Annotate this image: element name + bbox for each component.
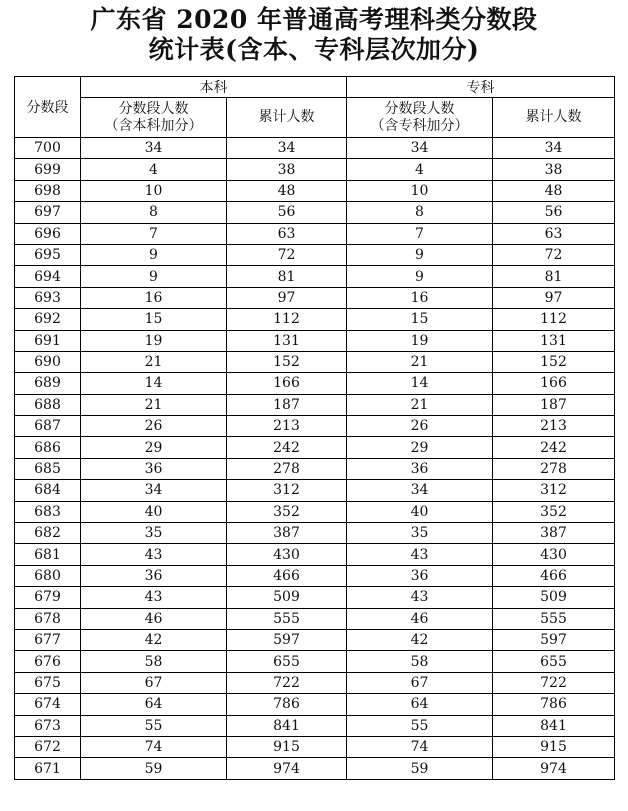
table-body: [15, 138, 615, 780]
cell-score: 696: [15, 223, 81, 244]
cell-junior-college-count: 16: [347, 287, 493, 308]
cell-junior-college-count: 14: [347, 373, 493, 394]
table-row: [15, 159, 615, 180]
cell-undergraduate-cumulative: 555: [227, 608, 347, 629]
header-group-junior-college: 专科: [347, 77, 615, 98]
cell-score: 692: [15, 309, 81, 330]
cell-junior-college-cumulative: 72: [493, 244, 615, 265]
cell-undergraduate-count: 59: [81, 758, 227, 779]
cell-score: 685: [15, 458, 81, 479]
table-row: [15, 394, 615, 415]
table-row: [15, 523, 615, 544]
table-row: [15, 651, 615, 672]
cell-junior-college-cumulative: 38: [493, 159, 615, 180]
cell-undergraduate-cumulative: 63: [227, 223, 347, 244]
table-row: [15, 501, 615, 522]
cell-undergraduate-cumulative: 131: [227, 330, 347, 351]
cell-undergraduate-cumulative: 509: [227, 587, 347, 608]
cell-junior-college-count: 43: [347, 587, 493, 608]
table-row: [15, 437, 615, 458]
cell-score: 674: [15, 694, 81, 715]
cell-junior-college-cumulative: 34: [493, 138, 615, 159]
cell-junior-college-count: 43: [347, 544, 493, 565]
cell-undergraduate-cumulative: 312: [227, 480, 347, 501]
cell-junior-college-count: 21: [347, 351, 493, 372]
cell-undergraduate-cumulative: 48: [227, 180, 347, 201]
cell-undergraduate-count: 10: [81, 180, 227, 201]
cell-undergraduate-cumulative: 278: [227, 458, 347, 479]
cell-score: 688: [15, 394, 81, 415]
cell-junior-college-cumulative: 81: [493, 266, 615, 287]
cell-junior-college-count: 36: [347, 565, 493, 586]
table-row: [15, 287, 615, 308]
cell-junior-college-cumulative: 63: [493, 223, 615, 244]
cell-undergraduate-count: 36: [81, 458, 227, 479]
document-title-line2: 统计表(含本、专科层次加分): [148, 35, 480, 64]
cell-score: 679: [15, 587, 81, 608]
cell-score: 677: [15, 629, 81, 650]
cell-undergraduate-count: 4: [81, 159, 227, 180]
table-row: [15, 587, 615, 608]
cell-junior-college-count: 35: [347, 523, 493, 544]
cell-junior-college-cumulative: 278: [493, 458, 615, 479]
cell-junior-college-cumulative: 213: [493, 416, 615, 437]
table-row: [15, 480, 615, 501]
table-row: [15, 373, 615, 394]
cell-score: 678: [15, 608, 81, 629]
cell-junior-college-cumulative: 841: [493, 715, 615, 736]
cell-undergraduate-cumulative: 112: [227, 309, 347, 330]
cell-undergraduate-count: 9: [81, 266, 227, 287]
cell-undergraduate-count: 19: [81, 330, 227, 351]
cell-undergraduate-cumulative: 722: [227, 672, 347, 693]
cell-junior-college-cumulative: 915: [493, 736, 615, 757]
cell-junior-college-count: 15: [347, 309, 493, 330]
table-row: [15, 672, 615, 693]
cell-undergraduate-cumulative: 352: [227, 501, 347, 522]
cell-undergraduate-cumulative: 81: [227, 266, 347, 287]
score-distribution-table: [14, 76, 615, 780]
table-row: [15, 715, 615, 736]
cell-score: 684: [15, 480, 81, 501]
cell-score: 697: [15, 202, 81, 223]
cell-junior-college-count: 21: [347, 394, 493, 415]
cell-undergraduate-count: 64: [81, 694, 227, 715]
cell-undergraduate-cumulative: 213: [227, 416, 347, 437]
cell-junior-college-cumulative: 655: [493, 651, 615, 672]
cell-undergraduate-cumulative: 786: [227, 694, 347, 715]
cell-undergraduate-cumulative: 38: [227, 159, 347, 180]
cell-undergraduate-count: 40: [81, 501, 227, 522]
cell-undergraduate-count: 58: [81, 651, 227, 672]
table-header: [15, 77, 615, 138]
cell-junior-college-count: 19: [347, 330, 493, 351]
cell-undergraduate-count: 14: [81, 373, 227, 394]
cell-junior-college-count: 42: [347, 629, 493, 650]
table-row: [15, 180, 615, 201]
table-row: [15, 309, 615, 330]
cell-junior-college-cumulative: 187: [493, 394, 615, 415]
cell-junior-college-count: 9: [347, 244, 493, 265]
header-undergraduate-count-line2: （含本科加分）: [104, 117, 203, 134]
cell-junior-college-count: 8: [347, 202, 493, 223]
cell-junior-college-cumulative: 152: [493, 351, 615, 372]
cell-score: 698: [15, 180, 81, 201]
cell-junior-college-cumulative: 242: [493, 437, 615, 458]
cell-junior-college-count: 26: [347, 416, 493, 437]
cell-score: 673: [15, 715, 81, 736]
table-row: [15, 223, 615, 244]
cell-junior-college-count: 55: [347, 715, 493, 736]
cell-score: 675: [15, 672, 81, 693]
cell-junior-college-cumulative: 786: [493, 694, 615, 715]
cell-undergraduate-cumulative: 152: [227, 351, 347, 372]
cell-junior-college-count: 58: [347, 651, 493, 672]
cell-score: 683: [15, 501, 81, 522]
cell-junior-college-count: 34: [347, 480, 493, 501]
cell-junior-college-cumulative: 97: [493, 287, 615, 308]
cell-undergraduate-count: 29: [81, 437, 227, 458]
cell-undergraduate-count: 74: [81, 736, 227, 757]
cell-junior-college-cumulative: 166: [493, 373, 615, 394]
cell-junior-college-count: 9: [347, 266, 493, 287]
cell-junior-college-count: 40: [347, 501, 493, 522]
cell-score: 691: [15, 330, 81, 351]
header-junior-college-cumulative: 累计人数: [493, 98, 615, 138]
cell-junior-college-cumulative: 509: [493, 587, 615, 608]
cell-undergraduate-count: 46: [81, 608, 227, 629]
cell-junior-college-count: 46: [347, 608, 493, 629]
cell-junior-college-cumulative: 974: [493, 758, 615, 779]
cell-junior-college-cumulative: 352: [493, 501, 615, 522]
table-row: [15, 138, 615, 159]
table-row: [15, 202, 615, 223]
cell-undergraduate-cumulative: 655: [227, 651, 347, 672]
cell-score: 693: [15, 287, 81, 308]
cell-score: 690: [15, 351, 81, 372]
cell-undergraduate-cumulative: 430: [227, 544, 347, 565]
cell-undergraduate-count: 9: [81, 244, 227, 265]
cell-undergraduate-count: 35: [81, 523, 227, 544]
cell-junior-college-count: 7: [347, 223, 493, 244]
cell-undergraduate-cumulative: 97: [227, 287, 347, 308]
cell-junior-college-cumulative: 112: [493, 309, 615, 330]
cell-undergraduate-count: 42: [81, 629, 227, 650]
cell-score: 682: [15, 523, 81, 544]
cell-undergraduate-count: 43: [81, 544, 227, 565]
header-undergraduate-count: [81, 98, 227, 138]
cell-junior-college-count: 74: [347, 736, 493, 757]
cell-junior-college-count: 29: [347, 437, 493, 458]
cell-score: 689: [15, 373, 81, 394]
header-score: 分数段: [15, 77, 81, 138]
cell-undergraduate-cumulative: 974: [227, 758, 347, 779]
table-row: [15, 351, 615, 372]
cell-score: 672: [15, 736, 81, 757]
cell-score: 694: [15, 266, 81, 287]
header-junior-college-count-line1: 分数段人数: [384, 100, 455, 117]
cell-junior-college-cumulative: 555: [493, 608, 615, 629]
cell-junior-college-cumulative: 312: [493, 480, 615, 501]
cell-undergraduate-count: 34: [81, 138, 227, 159]
table-row: [15, 330, 615, 351]
cell-junior-college-count: 67: [347, 672, 493, 693]
cell-undergraduate-cumulative: 56: [227, 202, 347, 223]
cell-score: 671: [15, 758, 81, 779]
table-row: [15, 565, 615, 586]
table-row: [15, 544, 615, 565]
cell-undergraduate-count: 15: [81, 309, 227, 330]
header-undergraduate-cumulative: 累计人数: [227, 98, 347, 138]
table-row: [15, 416, 615, 437]
cell-undergraduate-count: 21: [81, 394, 227, 415]
cell-undergraduate-count: 26: [81, 416, 227, 437]
cell-undergraduate-cumulative: 387: [227, 523, 347, 544]
cell-undergraduate-cumulative: 34: [227, 138, 347, 159]
cell-junior-college-cumulative: 131: [493, 330, 615, 351]
cell-junior-college-cumulative: 387: [493, 523, 615, 544]
cell-undergraduate-count: 21: [81, 351, 227, 372]
cell-undergraduate-count: 36: [81, 565, 227, 586]
cell-undergraduate-cumulative: 242: [227, 437, 347, 458]
cell-undergraduate-cumulative: 466: [227, 565, 347, 586]
cell-junior-college-cumulative: 597: [493, 629, 615, 650]
cell-score: 700: [15, 138, 81, 159]
cell-score: 681: [15, 544, 81, 565]
cell-score: 686: [15, 437, 81, 458]
cell-undergraduate-cumulative: 597: [227, 629, 347, 650]
cell-undergraduate-count: 7: [81, 223, 227, 244]
cell-undergraduate-count: 67: [81, 672, 227, 693]
table-row: [15, 244, 615, 265]
table-row: [15, 694, 615, 715]
cell-junior-college-cumulative: 48: [493, 180, 615, 201]
cell-undergraduate-cumulative: 915: [227, 736, 347, 757]
cell-score: 687: [15, 416, 81, 437]
cell-undergraduate-cumulative: 187: [227, 394, 347, 415]
table-row: [15, 458, 615, 479]
cell-score: 680: [15, 565, 81, 586]
cell-undergraduate-cumulative: 841: [227, 715, 347, 736]
cell-junior-college-count: 36: [347, 458, 493, 479]
table-row: [15, 758, 615, 779]
table-row: [15, 266, 615, 287]
cell-junior-college-cumulative: 466: [493, 565, 615, 586]
header-junior-college-count-line2: （含专科加分）: [370, 117, 469, 134]
cell-undergraduate-count: 34: [81, 480, 227, 501]
cell-undergraduate-count: 16: [81, 287, 227, 308]
document-title-line1: 广东省 2020 年普通高考理科类分数段: [90, 5, 538, 34]
header-group-undergraduate: 本科: [81, 77, 347, 98]
cell-junior-college-cumulative: 430: [493, 544, 615, 565]
cell-junior-college-count: 59: [347, 758, 493, 779]
cell-junior-college-count: 64: [347, 694, 493, 715]
cell-junior-college-count: 10: [347, 180, 493, 201]
cell-score: 695: [15, 244, 81, 265]
cell-junior-college-cumulative: 722: [493, 672, 615, 693]
cell-undergraduate-count: 43: [81, 587, 227, 608]
cell-undergraduate-count: 8: [81, 202, 227, 223]
cell-junior-college-cumulative: 56: [493, 202, 615, 223]
cell-undergraduate-cumulative: 166: [227, 373, 347, 394]
cell-undergraduate-cumulative: 72: [227, 244, 347, 265]
table-row: [15, 736, 615, 757]
header-junior-college-count: [347, 98, 493, 138]
cell-score: 676: [15, 651, 81, 672]
cell-score: 699: [15, 159, 81, 180]
cell-junior-college-count: 34: [347, 138, 493, 159]
cell-undergraduate-count: 55: [81, 715, 227, 736]
table-row: [15, 629, 615, 650]
header-undergraduate-count-line1: 分数段人数: [118, 100, 189, 117]
cell-junior-college-count: 4: [347, 159, 493, 180]
table-row: [15, 608, 615, 629]
